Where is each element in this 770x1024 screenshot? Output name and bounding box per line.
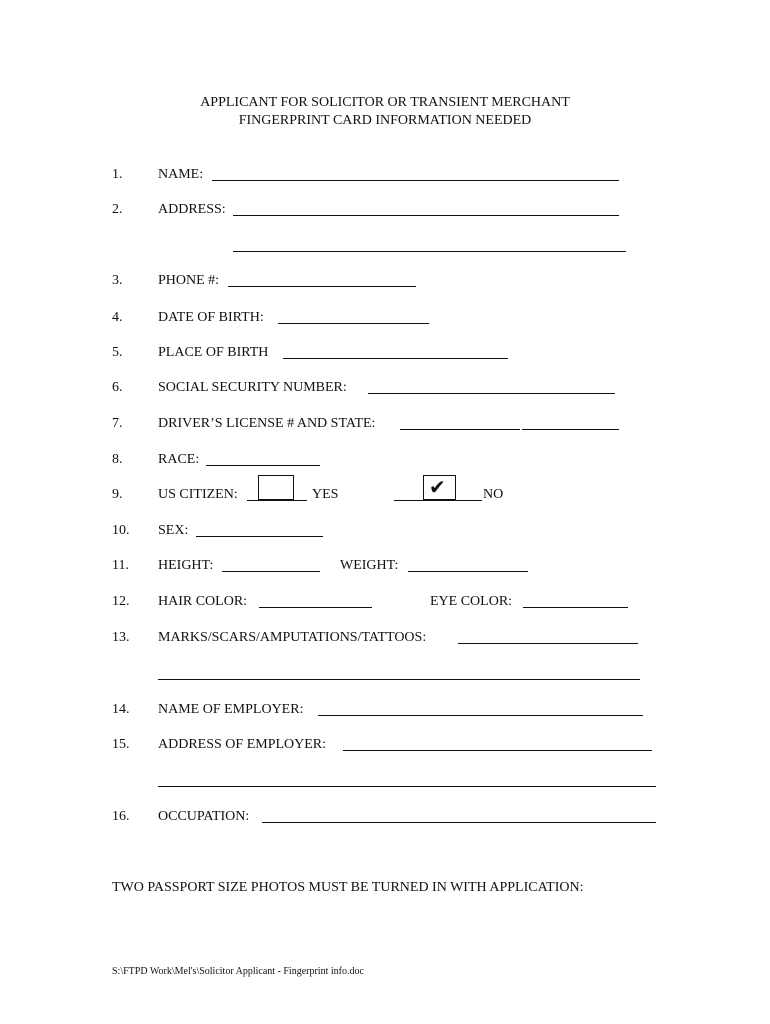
us-citizen-label: US CITIZEN: <box>158 487 238 502</box>
hair-color-label: HAIR COLOR: <box>158 594 248 609</box>
item-number: 2. <box>112 202 123 217</box>
form-title-line2: FINGERPRINT CARD INFORMATION NEEDED <box>238 113 532 128</box>
file-path-footer: S:\FTPD Work\Mel's\Solicitor Applicant - Fingerprint info.doc <box>112 966 364 977</box>
item-number: 4. <box>112 310 123 325</box>
date-of-birth-label: DATE OF BIRTH: <box>158 310 264 325</box>
form-title-line1: APPLICANT FOR SOLICITOR OR TRANSIENT MERCHANT <box>200 95 570 110</box>
item-number: 6. <box>112 380 123 395</box>
ssn-label: SOCIAL SECURITY NUMBER: <box>158 380 347 395</box>
drivers-license-label: DRIVER’S LICENSE # AND STATE: <box>158 416 376 431</box>
item-number: 11. <box>112 558 129 573</box>
occupation-field[interactable] <box>262 822 656 823</box>
yes-checkbox[interactable] <box>258 475 294 500</box>
item-number: 8. <box>112 452 123 467</box>
eye-color-label: EYE COLOR: <box>430 594 513 609</box>
item-number: 7. <box>112 416 123 431</box>
employer-name-label: NAME OF EMPLOYER: <box>158 702 304 717</box>
checkmark-icon: ✔ <box>429 475 446 499</box>
date-of-birth-field[interactable] <box>278 323 429 324</box>
phone-label: PHONE #: <box>158 273 220 288</box>
weight-field[interactable] <box>408 571 528 572</box>
item-number: 13. <box>112 630 130 645</box>
name-label: NAME: <box>158 167 204 182</box>
item-number: 9. <box>112 487 123 502</box>
height-field[interactable] <box>222 571 320 572</box>
sex-field[interactable] <box>196 536 323 537</box>
place-of-birth-label: PLACE OF BIRTH <box>158 345 269 360</box>
employer-name-field[interactable] <box>318 715 643 716</box>
employer-address-field-line2[interactable] <box>158 786 656 787</box>
employer-address-label: ADDRESS OF EMPLOYER: <box>158 737 327 752</box>
address-field-line1[interactable] <box>233 215 619 216</box>
item-number: 1. <box>112 167 123 182</box>
item-number: 16. <box>112 809 130 824</box>
height-label: HEIGHT: <box>158 558 214 573</box>
item-number: 5. <box>112 345 123 360</box>
hair-color-field[interactable] <box>259 607 372 608</box>
item-number: 15. <box>112 737 130 752</box>
weight-label: WEIGHT: <box>340 558 399 573</box>
photos-note: TWO PASSPORT SIZE PHOTOS MUST BE TURNED IN WITH APPLICATION: <box>112 880 584 895</box>
employer-address-field-line1[interactable] <box>343 750 652 751</box>
no-line <box>394 500 482 501</box>
occupation-label: OCCUPATION: <box>158 809 250 824</box>
yes-line <box>247 500 307 501</box>
item-number: 3. <box>112 273 123 288</box>
address-label: ADDRESS: <box>158 202 226 217</box>
name-field[interactable] <box>212 180 619 181</box>
item-number: 14. <box>112 702 130 717</box>
drivers-license-state-field[interactable] <box>522 429 619 430</box>
no-label: NO <box>483 487 504 502</box>
marks-label: MARKS/SCARS/AMPUTATIONS/TATTOOS: <box>158 630 427 645</box>
ssn-field[interactable] <box>368 393 615 394</box>
phone-field[interactable] <box>228 286 416 287</box>
no-checkbox[interactable] <box>423 475 456 500</box>
drivers-license-number-field[interactable] <box>400 429 520 430</box>
place-of-birth-field[interactable] <box>283 358 508 359</box>
marks-field-line1[interactable] <box>458 643 638 644</box>
item-number: 10. <box>112 523 130 538</box>
item-number: 12. <box>112 594 130 609</box>
sex-label: SEX: <box>158 523 189 538</box>
eye-color-field[interactable] <box>523 607 628 608</box>
race-label: RACE: <box>158 452 200 467</box>
race-field[interactable] <box>206 465 320 466</box>
yes-label: YES <box>312 487 339 502</box>
address-field-line2[interactable] <box>233 251 626 252</box>
marks-field-line2[interactable] <box>158 679 640 680</box>
